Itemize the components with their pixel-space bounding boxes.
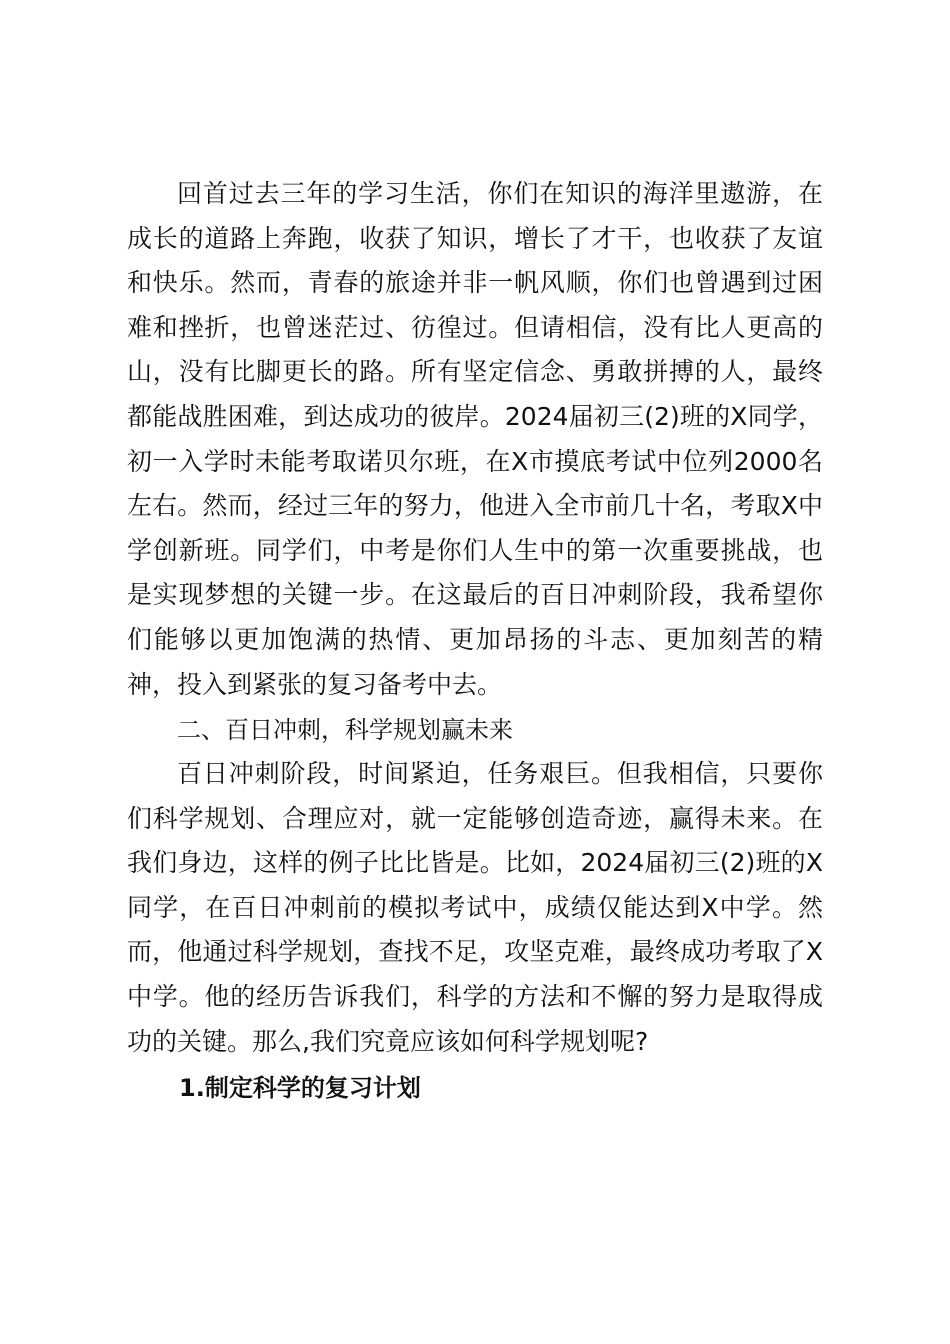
body-paragraph-sprint: 百日冲刺阶段，时间紧迫，任务艰巨。但我相信，只要你们科学规划、合理应对，就一定能够创造奇迹，赢得未来。在我们身边，这样的例子比比皆是。比如，2024届初三(2)班的X同学，在百日冲刺前的模拟考试中，成绩仅能达到X中学。然而，他通过科学规划，查找不足，攻坚克难，最终成功考取了X中学。他的经历告诉我们，科学的方法和不懈的努力是取得成功的关键。那么,我们究竟应该如何科学规划呢? [127,759,823,1056]
section-heading-2: 二、百日冲刺，科学规划赢未来 [177,716,513,744]
body-paragraph-review: 回首过去三年的学习生活，你们在知识的海洋里遨游，在成长的道路上奔跑，收获了知识，增长了才干，也收获了友谊和快乐。然而，青春的旅途并非一帆风顺，你们也曾遇到过困难和挫折，也曾迷茫过、彷徨过。但请相信，没有比人更高的山，没有比脚更长的路。所有坚定信念、勇敢拼搏的人，最终都能战胜困难，到达成功的彼岸。2024届初三(2)班的X同学，初一入学时未能考取诺贝尔班，在X市摸底考试中位列2000名左右。然而，经过三年的努力，他进入全市前几十名，考取X中学创新班。同学们，中考是你们人生中的第一次重要挑战，也是实现梦想的关键一步。在这最后的百日冲刺阶段，我希望你们能够以更加饱满的热情、更加昂扬的斗志、更加刻苦的精神，投入到紧张的复习备考中去。 [127,179,823,699]
subsection-heading-1: 1.制定科学的复习计划 [179,1074,421,1102]
